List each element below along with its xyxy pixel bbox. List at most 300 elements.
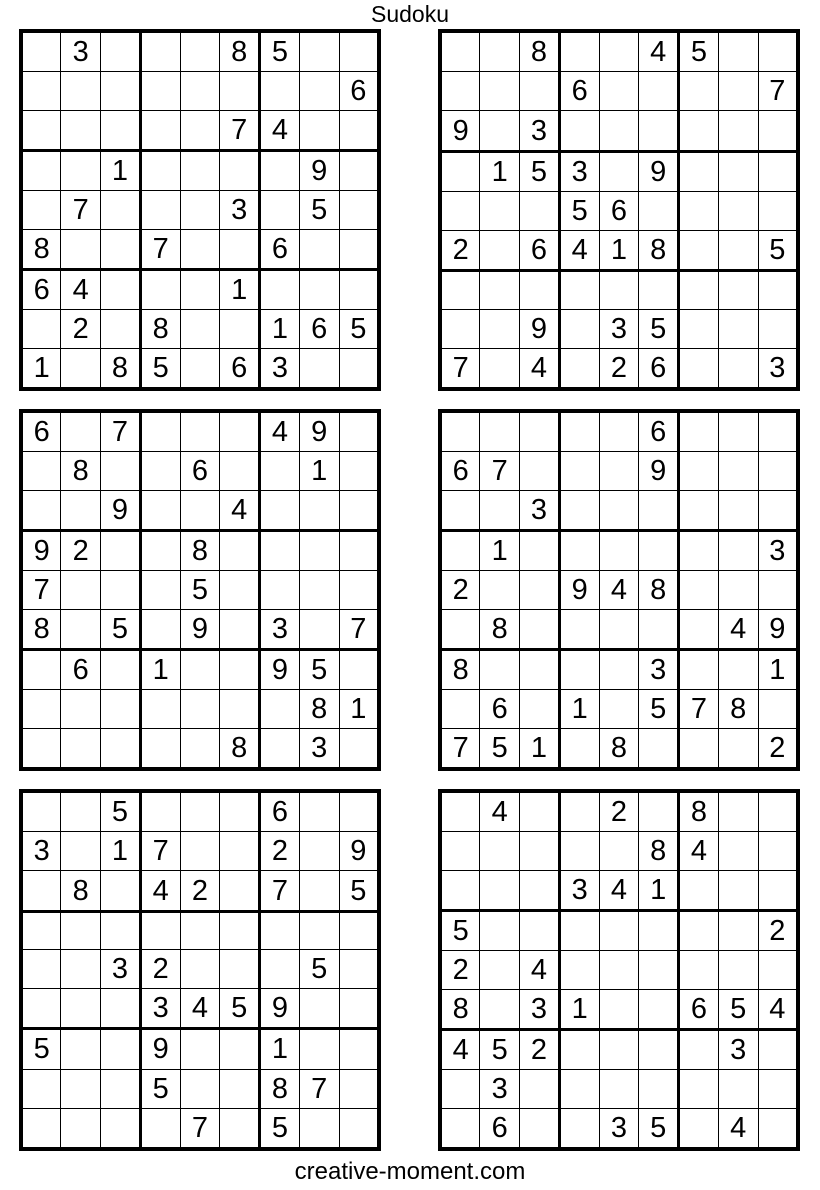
sudoku-cell [718,571,758,610]
sudoku-cell [299,531,339,571]
sudoku-cell [140,729,180,770]
sudoku-cell [21,911,61,949]
sudoku-row [440,31,798,72]
sudoku-row [440,690,798,729]
sudoku-cell: 1 [339,690,379,729]
sudoku-row [21,989,379,1029]
sudoku-cell [718,791,758,832]
sudoku-cell: 6 [260,791,300,832]
sudoku-cell [758,951,798,990]
sudoku-cell: 9 [520,309,560,348]
sudoku-cell: 5 [180,571,220,610]
sudoku-cell: 2 [260,832,300,871]
sudoku-cell [440,309,480,348]
sudoku-cell [260,452,300,491]
sudoku-cell: 4 [140,871,180,911]
sudoku-cell [180,650,220,690]
sudoku-cell: 9 [339,832,379,871]
sudoku-cell [339,491,379,531]
sudoku-cell: 7 [440,348,480,389]
sudoku-cell [101,531,141,571]
sudoku-cell [61,911,101,949]
sudoku-cell: 7 [299,1069,339,1108]
sudoku-cell [180,191,220,230]
sudoku-cell [758,31,798,72]
sudoku-cell: 1 [480,151,520,191]
sudoku-cell [679,1030,719,1070]
sudoku-cell [339,729,379,770]
sudoku-cell [260,270,300,310]
sudoku-cell: 4 [559,231,599,271]
sudoku-cell [140,191,180,230]
sudoku-cell [140,491,180,531]
sudoku-cell [101,72,141,111]
sudoku-cell [61,349,101,390]
sudoku-cell [718,951,758,990]
sudoku-cell: 1 [559,690,599,729]
sudoku-cell: 6 [299,310,339,349]
sudoku-cell [559,348,599,389]
sudoku-cell [639,491,679,531]
sudoku-row [440,1070,798,1109]
sudoku-cell [679,1070,719,1109]
sudoku-cell [599,531,639,571]
sudoku-cell [299,270,339,310]
sudoku-cell [220,871,260,911]
sudoku-cell: 5 [101,791,141,832]
sudoku-row [21,191,379,230]
sudoku-cell [339,270,379,310]
sudoku-cell [718,151,758,191]
sudoku-cell [520,911,560,951]
sudoku-cell [339,452,379,491]
sudoku-cell [559,610,599,650]
sudoku-cell [440,610,480,650]
sudoku-cell [758,791,798,832]
sudoku-cell [21,31,61,72]
sudoku-cell: 5 [299,949,339,988]
sudoku-cell [559,271,599,309]
sudoku-cell: 8 [21,610,61,650]
sudoku-cell [440,1070,480,1109]
sudoku-cell [758,151,798,191]
sudoku-cell [718,348,758,389]
sudoku-cell [599,911,639,951]
sudoku-cell: 6 [639,411,679,452]
sudoku-row [21,610,379,650]
sudoku-cell [480,832,520,871]
sudoku-cell [180,791,220,832]
sudoku-cell: 4 [599,871,639,911]
sudoku-cell [220,832,260,871]
sudoku-cell: 4 [718,1109,758,1150]
sudoku-cell [339,111,379,151]
sudoku-cell [61,949,101,988]
sudoku-cell [180,411,220,452]
sudoku-cell: 4 [718,610,758,650]
sudoku-cell [299,349,339,390]
sudoku-cell: 8 [180,531,220,571]
sudoku-cell [180,111,220,151]
sudoku-row [21,729,379,770]
sudoku-cell [220,531,260,571]
sudoku-row [21,650,379,690]
sudoku-cell: 9 [559,571,599,610]
sudoku-cell [639,72,679,111]
sudoku-cell [220,949,260,988]
sudoku-cell [559,911,599,951]
sudoku-cell [758,411,798,452]
sudoku-cell [599,411,639,452]
sudoku-cell [480,650,520,690]
sudoku-cell [220,690,260,729]
sudoku-cell [260,571,300,610]
sudoku-cell [480,309,520,348]
sudoku-cell [559,491,599,531]
sudoku-cell [520,411,560,452]
sudoku-cell [61,791,101,832]
sudoku-cell [101,1069,141,1108]
sudoku-cell: 5 [758,231,798,271]
sudoku-cell [679,111,719,151]
sudoku-cell [299,1029,339,1069]
sudoku-cell: 9 [299,411,339,452]
sudoku-cell: 1 [140,650,180,690]
sudoku-cell [679,911,719,951]
sudoku-cell: 3 [480,1070,520,1109]
sudoku-cell [559,31,599,72]
sudoku-row [21,151,379,191]
sudoku-cell [299,72,339,111]
sudoku-cell: 8 [599,729,639,770]
sudoku-cell [679,191,719,230]
sudoku-cell [520,1109,560,1150]
sudoku-cell [140,411,180,452]
sudoku-cell: 4 [180,989,220,1029]
sudoku-cell [480,911,520,951]
sudoku-cell [21,871,61,911]
sudoku-row [440,729,798,770]
sudoku-cell [679,231,719,271]
sudoku-cell [758,191,798,230]
sudoku-cell: 1 [559,990,599,1030]
sudoku-row [21,31,379,72]
sudoku-cell [679,491,719,531]
sudoku-cell [758,571,798,610]
sudoku-cell: 4 [520,348,560,389]
sudoku-cell: 3 [718,1030,758,1070]
sudoku-cell [718,309,758,348]
sudoku-cell [679,871,719,911]
sudoku-cell: 9 [21,531,61,571]
sudoku-cell [180,349,220,390]
sudoku-cell [21,151,61,191]
sudoku-cell [679,151,719,191]
sudoku-cell: 3 [758,348,798,389]
sudoku-cell: 3 [559,871,599,911]
sudoku-grid-3 [19,409,381,771]
sudoku-cell [140,911,180,949]
sudoku-cell [440,72,480,111]
sudoku-cell [559,531,599,571]
sudoku-cell [339,191,379,230]
sudoku-cell [140,531,180,571]
sudoku-row [440,309,798,348]
sudoku-cell: 3 [520,111,560,151]
sudoku-cell: 8 [639,231,679,271]
sudoku-cell [679,271,719,309]
sudoku-cell [758,491,798,531]
sudoku-cell: 5 [21,1029,61,1069]
sudoku-cell [61,989,101,1029]
sudoku-cell [260,949,300,988]
sudoku-cell: 6 [520,231,560,271]
sudoku-cell [599,650,639,690]
sudoku-cell [220,151,260,191]
sudoku-cell [599,491,639,531]
sudoku-cell: 9 [639,151,679,191]
sudoku-cell [339,949,379,988]
sudoku-cell [559,1109,599,1150]
sudoku-cell: 6 [559,72,599,111]
sudoku-cell [440,191,480,230]
sudoku-cell [260,72,300,111]
sudoku-row [440,491,798,531]
sudoku-cell: 8 [260,1069,300,1108]
sudoku-cell [718,650,758,690]
sudoku-cell [679,452,719,491]
sudoku-grid-6 [438,789,800,1151]
sudoku-row [440,911,798,951]
sudoku-cell [101,911,141,949]
sudoku-cell [599,1070,639,1109]
sudoku-cell: 3 [21,832,61,871]
sudoku-cell [758,271,798,309]
sudoku-cell [718,31,758,72]
sudoku-cell [718,871,758,911]
sudoku-cell [679,411,719,452]
sudoku-cell [718,1070,758,1109]
sudoku-cell [180,949,220,988]
sudoku-cell: 6 [21,411,61,452]
sudoku-cell [299,610,339,650]
sudoku-cell: 3 [61,31,101,72]
sudoku-cell [559,729,599,770]
sudoku-cell: 1 [101,832,141,871]
sudoku-cell [61,690,101,729]
sudoku-cell [440,491,480,531]
sudoku-cell [101,571,141,610]
sudoku-cell [299,871,339,911]
sudoku-cell [520,1070,560,1109]
sudoku-cell [101,690,141,729]
sudoku-cell: 6 [220,349,260,390]
sudoku-row [440,951,798,990]
sudoku-cell [299,832,339,871]
sudoku-cell [21,111,61,151]
sudoku-cell: 7 [260,871,300,911]
sudoku-cell [61,610,101,650]
sudoku-cell [480,31,520,72]
sudoku-cell: 8 [440,990,480,1030]
sudoku-cell: 3 [101,949,141,988]
sudoku-cell [61,1108,101,1149]
sudoku-cell: 5 [299,191,339,230]
sudoku-cell [61,151,101,191]
sudoku-cell [599,72,639,111]
sudoku-row [440,348,798,389]
sudoku-cell: 1 [260,1029,300,1069]
sudoku-cell [21,1108,61,1149]
sudoku-cell: 7 [21,571,61,610]
sudoku-row [440,271,798,309]
sudoku-cell [559,452,599,491]
sudoku-cell [520,531,560,571]
sudoku-cell: 8 [299,690,339,729]
sudoku-cell [220,310,260,349]
sudoku-cell: 2 [180,871,220,911]
sudoku-cell [220,791,260,832]
sudoku-cell: 7 [220,111,260,151]
sudoku-row [21,531,379,571]
sudoku-cell [559,832,599,871]
sudoku-cell: 9 [299,151,339,191]
sudoku-cell: 3 [260,349,300,390]
sudoku-cell: 5 [639,309,679,348]
sudoku-cell [440,531,480,571]
sudoku-cell [101,111,141,151]
sudoku-cell: 6 [639,348,679,389]
sudoku-cell [339,571,379,610]
sudoku-cell [599,271,639,309]
sudoku-cell: 5 [559,191,599,230]
sudoku-cell: 9 [180,610,220,650]
sudoku-cell [180,310,220,349]
sudoku-cell [61,1029,101,1069]
sudoku-cell: 5 [679,31,719,72]
sudoku-cell [140,72,180,111]
sudoku-cell: 5 [480,1030,520,1070]
sudoku-cell [559,1030,599,1070]
sudoku-cell: 5 [639,1109,679,1150]
sudoku-cell [260,690,300,729]
sudoku-cell: 5 [220,989,260,1029]
sudoku-row [440,610,798,650]
sudoku-cell: 1 [758,650,798,690]
sudoku-row [440,411,798,452]
sudoku-grid-1 [19,29,381,391]
sudoku-cell [180,1029,220,1069]
sudoku-cell: 8 [679,791,719,832]
sudoku-cell: 7 [180,1108,220,1149]
sudoku-cell [140,151,180,191]
sudoku-cell [339,911,379,949]
sudoku-cell [679,309,719,348]
sudoku-cell [339,1069,379,1108]
sudoku-cell: 8 [61,871,101,911]
sudoku-cell [520,191,560,230]
sudoku-cell: 1 [220,270,260,310]
sudoku-cell: 9 [260,989,300,1029]
sudoku-cell [180,729,220,770]
sudoku-cell [220,1069,260,1108]
sudoku-cell: 5 [339,871,379,911]
sudoku-cell: 9 [260,650,300,690]
sudoku-row [440,571,798,610]
sudoku-cell [220,571,260,610]
sudoku-cell [21,72,61,111]
sudoku-cell [140,1108,180,1149]
sudoku-cell: 2 [440,951,480,990]
sudoku-cell: 4 [260,111,300,151]
sudoku-cell [599,610,639,650]
footer-text: creative-moment.com [294,1158,526,1185]
sudoku-cell [140,690,180,729]
sudoku-cell [299,31,339,72]
sudoku-cell [21,989,61,1029]
sudoku-cell [718,231,758,271]
sudoku-cell [299,230,339,270]
sudoku-cell [440,832,480,871]
sudoku-row [21,1108,379,1149]
sudoku-cell [260,729,300,770]
sudoku-cell [639,911,679,951]
sudoku-cell [260,151,300,191]
sudoku-row [440,191,798,230]
sudoku-cell: 3 [599,1109,639,1150]
sudoku-cell [180,230,220,270]
sudoku-cell [718,271,758,309]
sudoku-cell: 9 [440,111,480,151]
sudoku-cell [61,491,101,531]
sudoku-row [440,151,798,191]
sudoku-row [21,270,379,310]
sudoku-cell [599,151,639,191]
sudoku-row [21,349,379,390]
sudoku-cell: 5 [140,349,180,390]
sudoku-cell: 7 [758,72,798,111]
sudoku-cell: 1 [21,349,61,390]
sudoku-cell [21,452,61,491]
page-title: Sudoku [370,1,449,27]
sudoku-grid-4 [438,409,800,771]
sudoku-cell [440,690,480,729]
sudoku-cell: 2 [599,791,639,832]
sudoku-cell: 6 [440,452,480,491]
sudoku-cell [440,31,480,72]
sudoku-cell [480,72,520,111]
sudoku-row [21,832,379,871]
sudoku-cell: 2 [599,348,639,389]
sudoku-cell: 8 [440,650,480,690]
sudoku-cell [758,1030,798,1070]
sudoku-row [440,531,798,571]
sudoku-cell [520,571,560,610]
sudoku-cell: 8 [520,31,560,72]
sudoku-cell [61,411,101,452]
sudoku-cell [718,911,758,951]
sudoku-cell [480,990,520,1030]
sudoku-cell [480,348,520,389]
sudoku-cell: 8 [101,349,141,390]
sudoku-cell: 6 [180,452,220,491]
sudoku-cell [220,1108,260,1149]
sudoku-cell [679,951,719,990]
sudoku-cell [480,231,520,271]
sudoku-cell: 9 [639,452,679,491]
sudoku-cell [758,452,798,491]
sudoku-cell [679,650,719,690]
